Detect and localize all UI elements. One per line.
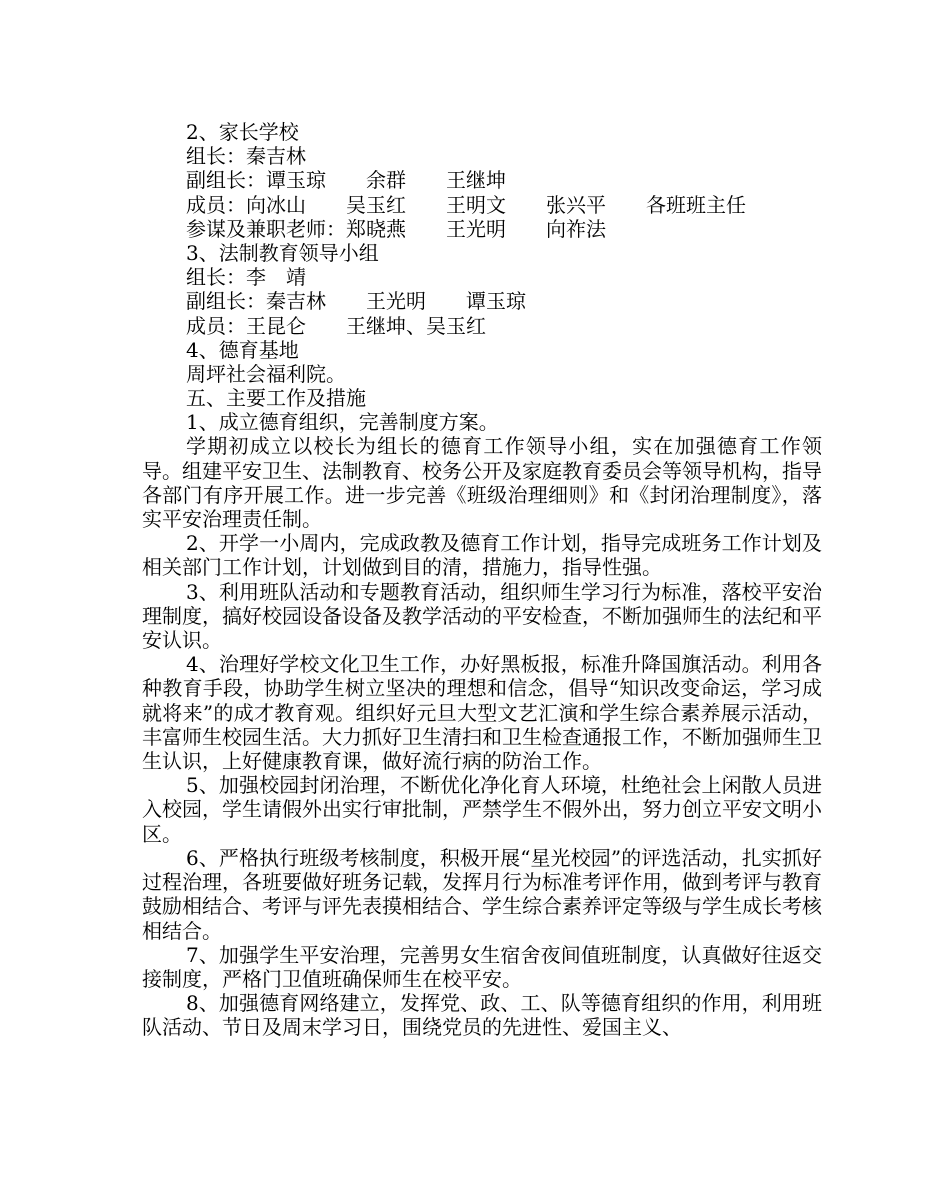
advisors-line: 参谋及兼职老师：郑晓燕 王光明 向祚法	[186, 216, 606, 241]
deputy-leader-line: 副组长：秦吉林 王光明 谭玉琼	[186, 289, 526, 314]
section-heading-main-work: 五、主要工作及措施	[186, 386, 366, 411]
paragraph: 7、加强学生平安治理，完善男女生宿舍夜间值班制度，认真做好往返交接制度，严格门卫值班确保师生在校平安。	[142, 942, 822, 991]
paragraph: 4、治理好学校文化卫生工作，办好黑板报，标准升降国旗活动。利用各种教育手段，协助学生树立坚决的理想和信念，倡导“知识改变命运，学习成就将来”的成才教育观。组织好元旦大型文艺汇演和学生综合素养展示活动，丰富师生校园生活。大力抓好卫生清扫和卫生检查通报工作，不断加强师生卫生认识，上好健康教育课，做好流行病的防治工作。	[142, 652, 822, 774]
members-line: 成员：向冰山 吴玉红 王明文 张兴平 各班班主任	[186, 192, 746, 217]
paragraph: 2、开学一小周内，完成政教及德育工作计划，指导完成班务工作计划及相关部门工作计划，计划做到目的清，措施力，指导性强。	[142, 531, 822, 580]
moral-base-name: 周坪社会福利院。	[186, 361, 346, 386]
group-leader-line: 组长：秦吉林	[186, 144, 306, 169]
paragraph: 3、利用班队活动和专题教育活动，组织师生学习行为标准，落校平安治理制度，搞好校园设备设备及教学活动的平安检查，不断加强师生的法纪和平安认识。	[142, 579, 822, 653]
section-heading-parent-school: 2、家长学校	[186, 120, 299, 144]
section-heading-moral-base: 4、德育基地	[186, 337, 299, 362]
group-leader-line: 组长：李 靖	[186, 265, 306, 290]
paragraph: 5、加强校园封闭治理，不断优化净化育人环境，杜绝社会上闲散人员进入校园，学生请假外出实行审批制，严禁学生不假外出，努力创立平安文明小区。	[142, 773, 822, 846]
paragraph: 8、加强德育网络建立，发挥党、政、工、队等德育组织的作用，利用班队活动、节日及周末学习日，围绕党员的先进性、爱国主义、	[142, 991, 822, 1040]
members-line: 成员：王昆仑 王继坤、吴玉红	[186, 313, 486, 338]
section-heading-legal-education: 3、法制教育领导小组	[186, 240, 379, 265]
deputy-leader-line: 副组长：谭玉琼 余群 王继坤	[186, 168, 506, 193]
document-body	[142, 120, 822, 1040]
paragraph: 学期初成立以校长为组长的德育工作领导小组，实在加强德育工作领导。组建平安卫生、法制教育、校务公开及家庭教育委员会等领导机构，指导各部门有序开展工作。进一步完善《班级治理细则》和《封闭治理制度》，落实平安治理责任制。	[142, 434, 822, 532]
item-heading: 1、成立德育组织，完善制度方案。	[186, 410, 499, 435]
paragraph: 6、严格执行班级考核制度，积极开展“星光校园”的评选活动，扎实抓好过程治理，各班要做好班务记载，发挥月行为标准考评作用，做到考评与教育鼓励相结合、考评与评先表摸相结合、学生综合素养评定等级与学生成长考核相结合。	[142, 845, 822, 943]
